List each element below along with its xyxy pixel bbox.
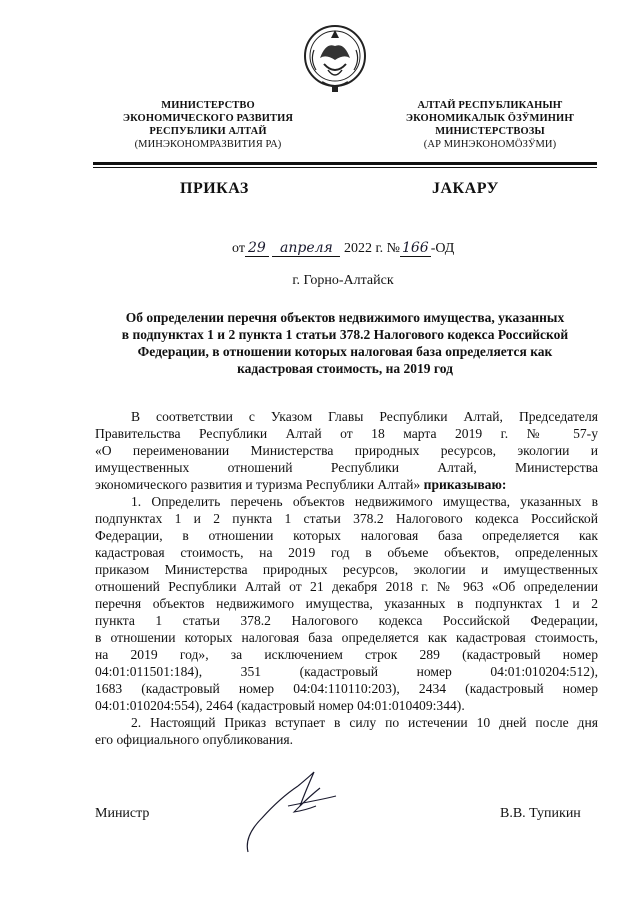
body-line: 04:01:010204:554), 2464 (кадастровый номер 04:01:010409:344). [95, 698, 465, 713]
header-divider-thick [93, 162, 597, 165]
date-month: апреля [272, 240, 340, 257]
title-line: Об определении перечня объектов недвижимого имущества, указанных [125, 310, 565, 325]
city-line [0, 273, 640, 289]
body-line: перечня объектов недвижимого имущества, указанных в подпунктах 1 и 2 [95, 596, 598, 611]
body-line: приказом Министерства природных ресурсов, экологии и имущественных [95, 562, 598, 577]
order-number: 166 [401, 240, 429, 256]
date-prefix: от [232, 241, 245, 256]
coat-of-arms-emblem [302, 20, 368, 96]
body-line: кадастровая стоимость, на 2019 год в объеме объектов, определенных [95, 545, 598, 560]
title-line: кадастровая стоимость, на 2019 год [237, 361, 453, 376]
signatory-name: В.В. Тупикин [500, 806, 581, 821]
header-divider-thin [93, 167, 597, 168]
right-organization-name [365, 99, 615, 151]
body-line: отношений Республики Алтай от 21 декабря 2018 г. № 963 «Об определении [95, 579, 598, 594]
body-line: подпунктах 1 и 2 пункта 1 статьи 378.2 Налогового кодекса Российской [95, 511, 598, 526]
body-line: в отношении которых налоговая база определяется как кадастровая стоимость, [95, 630, 598, 645]
body-line: пункта 1 статьи 378.2 Налогового кодекса Российской Федерации, [95, 613, 598, 628]
body-line: имущественных отношений Республики Алтай, Министерства [95, 460, 598, 475]
right-org-line: АЛТАЙ РЕСПУБЛИКАНЫҤ [417, 100, 563, 111]
order-subject-title [93, 309, 597, 377]
order-title-altai: ЈАКАРУ [432, 180, 499, 197]
title-line: Федерации, в отношении которых налоговая база определяется как [137, 344, 553, 359]
handwritten-signature [240, 766, 350, 856]
left-organization-name [83, 99, 333, 151]
body-line: «О переименовании Министерства природных ресурсов, экологии и [95, 443, 598, 458]
body-line: 1683 (кадастровый номер 04:04:110110:203), 2434 (кадастровый номер [95, 681, 598, 696]
left-org-line: МИНИСТЕРСТВО [161, 100, 255, 111]
title-line: в подпунктах 1 и 2 пункта 1 статьи 378.2 Налогового кодекса Российской [121, 327, 569, 342]
preamble-end: экономического развития и туризма Республики Алтай» [95, 477, 421, 492]
signatory-position: Министр [95, 806, 150, 821]
body-line [95, 476, 598, 493]
body-line: 04:01:011501:184), 351 (кадастровый номер 04:01:010204:512), [95, 664, 598, 679]
order-title-russian: ПРИКАЗ [180, 180, 249, 197]
body-line: 2. Настоящий Приказ вступает в силу по истечении 10 дней после дня [131, 715, 598, 730]
date-day: 29 [245, 240, 269, 257]
order-date-line [232, 240, 454, 257]
right-org-line: ЭКОНОМИКАЛЫК ӦЗӰМИНИҤ [405, 113, 575, 124]
right-org-line: МИНИСТЕРСТВОЗЫ [435, 126, 545, 137]
left-org-line: ЭКОНОМИЧЕСКОГО РАЗВИТИЯ [122, 113, 294, 124]
body-line: на 2019 год», за исключением строк 289 (кадастровый номер [95, 647, 598, 662]
body-line: Федерации, в отношении которых налоговая база определяется как [95, 528, 598, 543]
order-body [95, 408, 598, 748]
order-number-suffix: -ОД [430, 241, 455, 256]
left-org-abbr: (МИНЭКОНОМРАЗВИТИЯ РА) [134, 139, 282, 150]
date-year: 2022 г. № [343, 241, 400, 256]
order-verb: приказываю: [420, 477, 507, 492]
body-line: 1. Определить перечень объектов недвижимого имущества, указанных в [131, 494, 598, 509]
body-line: Правительства Республики Алтай от 18 марта 2019 г. № 57-у [95, 426, 598, 441]
body-line: его официального опубликования. [95, 732, 294, 747]
left-org-line: РЕСПУБЛИКИ АЛТАЙ [149, 126, 267, 137]
city-name: г. Горно-Алтайск [292, 273, 394, 288]
right-org-abbr: (АР МИНЭКОНОМӦЗӰМИ) [423, 139, 557, 150]
body-line: В соответствии с Указом Главы Республики Алтай, Председателя [131, 409, 598, 424]
